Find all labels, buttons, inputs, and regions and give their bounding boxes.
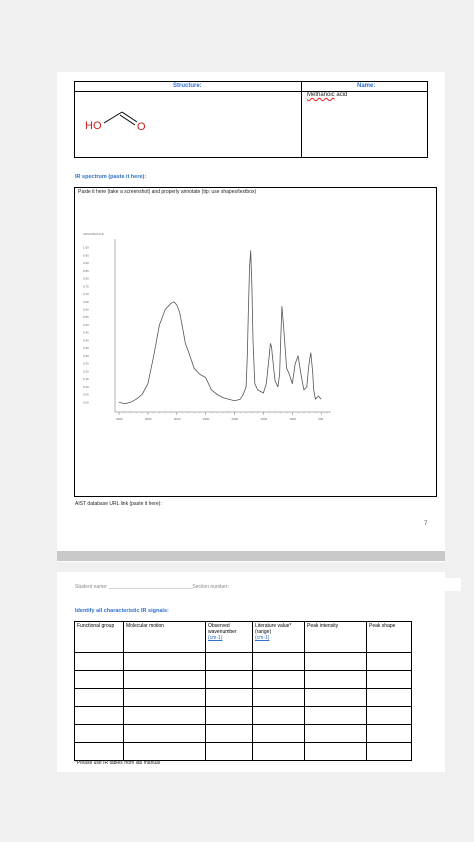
page-number: 7 — [424, 521, 428, 527]
y-tick-label: 0.15 — [83, 377, 89, 382]
observed-unit: (cm-1) — [208, 635, 223, 641]
x-tick-label: 1000 — [289, 417, 297, 421]
table-cell[interactable] — [206, 707, 253, 725]
y-tick-label: 0.85 — [83, 268, 89, 273]
y-tick-label: 0.40 — [83, 338, 89, 343]
ir-signals-table — [74, 621, 412, 761]
x-tick-label: 3000 — [173, 417, 181, 421]
ir-chart — [75, 188, 436, 496]
x-tick-label: 4000 — [116, 417, 123, 421]
y-tick-label: 0.95 — [83, 253, 89, 258]
y-tick-label: 0.05 — [83, 392, 89, 397]
y-tick-label: 0.10 — [83, 384, 89, 389]
y-tick-label: 0.35 — [83, 346, 89, 351]
x-tick-label: 2000 — [231, 417, 239, 421]
table-cell[interactable] — [75, 725, 124, 743]
literature-label: Literature value* (range) — [255, 623, 292, 635]
table-row — [75, 743, 412, 761]
table-cell[interactable] — [367, 707, 412, 725]
y-tick-label: 0.65 — [83, 299, 89, 304]
y-tick-label: 0.00 — [83, 400, 89, 405]
table-row — [75, 725, 412, 743]
footnote: *Please use IR tables from lab manual — [75, 760, 161, 766]
table-cell[interactable] — [253, 725, 305, 743]
student-line — [75, 584, 229, 590]
table-cell[interactable] — [253, 671, 305, 689]
table-cell[interactable] — [124, 671, 206, 689]
table-row — [75, 707, 412, 725]
observed-label: Observed wavenumber — [208, 623, 237, 635]
table-cell[interactable] — [124, 707, 206, 725]
table-cell[interactable] — [305, 653, 367, 671]
compound-name[interactable] — [307, 92, 347, 98]
table-cell[interactable] — [206, 743, 253, 761]
section-number-field[interactable] — [371, 578, 461, 591]
header-literature-value — [253, 622, 305, 653]
table-cell[interactable] — [206, 689, 253, 707]
table-cell[interactable] — [124, 653, 206, 671]
table-cell[interactable] — [367, 725, 412, 743]
formic-acid-structure — [84, 105, 154, 135]
table-cell[interactable] — [253, 743, 305, 761]
molecule-o-label: O — [137, 121, 146, 133]
ir-paste-hint: Paste it here (take a screenshot) and properly annotate (tip: use shapes/textbox) — [78, 189, 257, 195]
table-cell[interactable] — [124, 725, 206, 743]
table-cell[interactable] — [206, 671, 253, 689]
x-tick-label: 500 — [318, 417, 324, 421]
table-cell[interactable] — [75, 671, 124, 689]
table-cell[interactable] — [75, 743, 124, 761]
y-tick-label: 0.90 — [83, 261, 89, 266]
table-cell[interactable] — [206, 725, 253, 743]
table-row — [75, 671, 412, 689]
table-row — [75, 653, 412, 671]
y-tick-label: 0.50 — [83, 322, 89, 327]
y-tick-label: 0.25 — [83, 361, 89, 366]
section-number-label: Section number: — [192, 584, 229, 590]
table-cell[interactable] — [124, 743, 206, 761]
table-cell[interactable] — [305, 689, 367, 707]
compound-name-first: Methanoic — [307, 92, 335, 98]
header-peak-intensity: Peak intensity — [305, 622, 367, 653]
compound-name-rest: acid — [334, 92, 348, 98]
y-tick-label: 0.45 — [83, 330, 89, 335]
student-name-blank[interactable]: ______________________________ — [108, 584, 193, 590]
header-functional-group: Functional group — [75, 622, 124, 653]
table-cell[interactable] — [305, 743, 367, 761]
literature-unit: (cm-1) — [255, 635, 270, 641]
x-tick-label: 2500 — [202, 417, 210, 421]
double-bond-1 — [122, 112, 137, 122]
single-bond — [104, 112, 122, 123]
aist-label: AIST database URL link (paste it here): — [75, 501, 162, 507]
header-molecular-motion: Molecular motion — [124, 622, 206, 653]
y-tick-label: 1.00 — [83, 245, 89, 250]
y-tick-label: 0.70 — [83, 292, 89, 297]
name-header: Name: — [357, 83, 376, 89]
signals-label: Identify all characteristic IR signals: — [75, 608, 169, 614]
y-tick-label: 0.30 — [83, 353, 89, 358]
table-cell[interactable] — [367, 653, 412, 671]
table-row — [75, 689, 412, 707]
table-cell[interactable] — [75, 653, 124, 671]
table-cell[interactable] — [367, 671, 412, 689]
table-cell[interactable] — [253, 689, 305, 707]
header-observed-wavenumber — [206, 622, 253, 653]
table-cell[interactable] — [367, 743, 412, 761]
ir-spectrum-box[interactable] — [74, 187, 437, 497]
table-cell[interactable] — [253, 707, 305, 725]
page-divider — [57, 551, 445, 561]
table-cell[interactable] — [305, 725, 367, 743]
molecule-ho-label: HO — [85, 120, 102, 132]
table-cell[interactable] — [124, 689, 206, 707]
table-cell[interactable] — [305, 707, 367, 725]
ir-spectrum-line — [119, 251, 321, 404]
y-tick-label: 0.55 — [83, 315, 89, 320]
table-cell[interactable] — [305, 671, 367, 689]
table-header-row — [75, 622, 412, 653]
y-tick-label: 0.60 — [83, 307, 89, 312]
table-cell[interactable] — [206, 653, 253, 671]
double-bond-2 — [120, 115, 135, 125]
y-axis-label: ABSORBANCE — [83, 232, 104, 236]
y-tick-label: 0.75 — [83, 284, 89, 289]
y-tick-label: 0.20 — [83, 369, 89, 374]
x-tick-label: 1500 — [260, 417, 268, 421]
table-header-divider — [75, 91, 427, 92]
x-tick-label: 3500 — [144, 417, 152, 421]
structure-header: Structure: — [173, 83, 202, 89]
table-cell[interactable] — [367, 689, 412, 707]
student-name-label: Student name: — [75, 584, 109, 590]
table-cell[interactable] — [253, 653, 305, 671]
table-cell[interactable] — [75, 689, 124, 707]
table-cell[interactable] — [75, 707, 124, 725]
y-tick-label: 0.80 — [83, 276, 89, 281]
ir-section-label: IR spectrum (paste it here): — [75, 174, 147, 180]
header-peak-shape: Peak shape — [367, 622, 412, 653]
